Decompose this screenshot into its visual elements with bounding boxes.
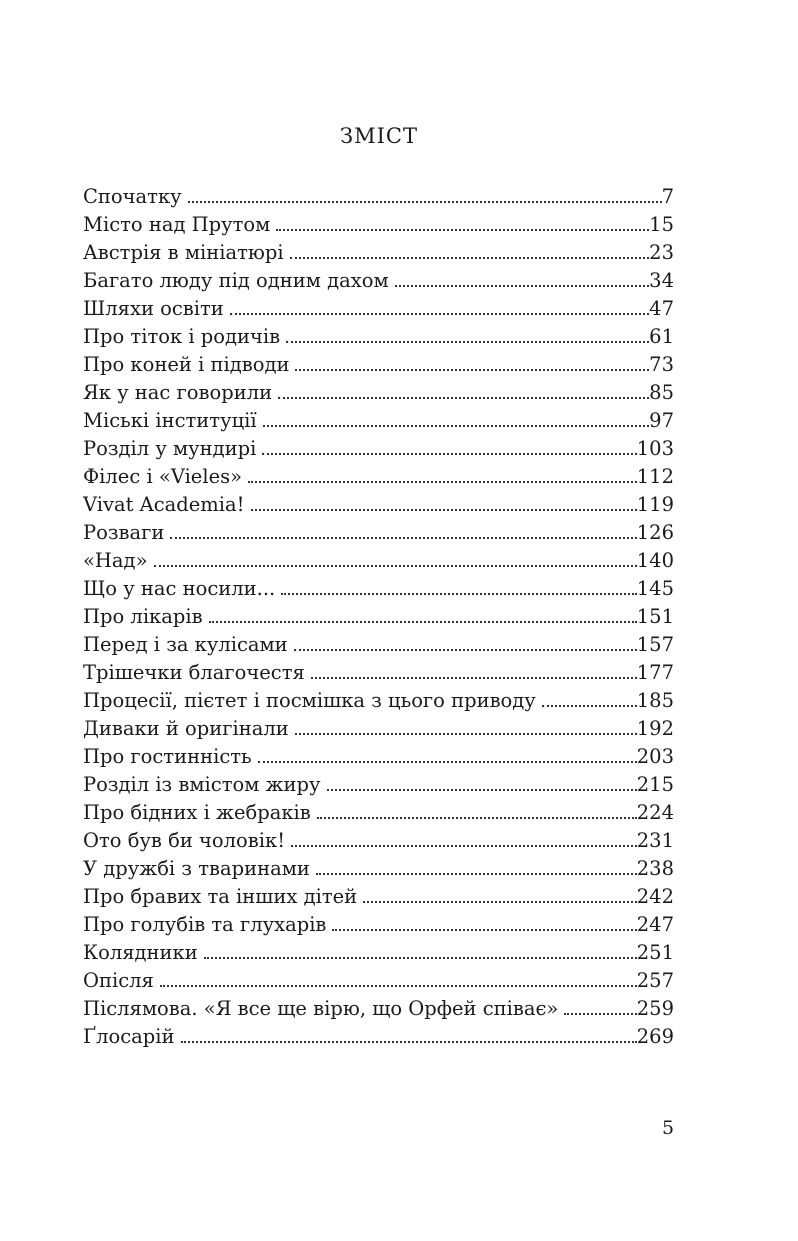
toc-entry bbox=[83, 631, 674, 659]
table-of-contents bbox=[83, 183, 674, 1051]
toc-entry-page: 47 bbox=[649, 297, 674, 320]
toc-entry-title: Перед і за кулісами bbox=[83, 633, 288, 656]
dot-leader bbox=[332, 929, 636, 931]
toc-entry bbox=[83, 687, 674, 715]
toc-entry-page: 103 bbox=[636, 437, 674, 460]
dot-leader bbox=[258, 761, 637, 763]
toc-entry-title: Спочатку bbox=[83, 185, 182, 208]
toc-entry-title: Про бравих та інших дітей bbox=[83, 885, 358, 908]
dot-leader bbox=[276, 229, 649, 231]
dot-leader bbox=[363, 901, 637, 903]
toc-entry bbox=[83, 603, 674, 631]
dot-leader bbox=[262, 453, 636, 455]
toc-entry-page: 15 bbox=[649, 213, 674, 236]
dot-leader bbox=[294, 649, 637, 651]
toc-entry-title: У дружбі з тваринами bbox=[83, 857, 310, 880]
dot-leader bbox=[181, 1041, 637, 1043]
toc-entry-title: Опісля bbox=[83, 969, 154, 992]
toc-entry-title: Розваги bbox=[83, 521, 165, 544]
toc-entry-page: 157 bbox=[636, 633, 674, 656]
toc-entry bbox=[83, 519, 674, 547]
toc-entry-page: 126 bbox=[636, 521, 674, 544]
toc-entry bbox=[83, 715, 674, 743]
dot-leader bbox=[248, 481, 637, 483]
dot-leader bbox=[311, 677, 637, 679]
toc-entry-page: 177 bbox=[636, 661, 674, 684]
toc-entry-title: Багато люду під одним дахом bbox=[83, 269, 389, 292]
toc-entry-page: 224 bbox=[636, 801, 674, 824]
toc-entry-title: Процесії, пієтет і посмішка з цього приводу bbox=[83, 689, 536, 712]
dot-leader bbox=[278, 397, 649, 399]
toc-entry-page: 238 bbox=[636, 857, 674, 880]
dot-leader bbox=[204, 957, 637, 959]
toc-entry-title: Місто над Прутом bbox=[83, 213, 271, 236]
dot-leader bbox=[209, 621, 637, 623]
toc-entry-title: Ґлосарій bbox=[83, 1025, 175, 1048]
toc-entry bbox=[83, 379, 674, 407]
toc-entry bbox=[83, 883, 674, 911]
dot-leader bbox=[564, 1013, 636, 1015]
toc-entry-title: Про бідних і жебраків bbox=[83, 801, 311, 824]
dot-leader bbox=[316, 873, 637, 875]
toc-entry bbox=[83, 435, 674, 463]
toc-entry-page: 203 bbox=[636, 745, 674, 768]
dot-leader bbox=[188, 201, 662, 203]
toc-entry-page: 85 bbox=[649, 381, 674, 404]
toc-entry bbox=[83, 659, 674, 687]
dot-leader bbox=[290, 257, 650, 259]
dot-leader bbox=[263, 425, 650, 427]
toc-entry bbox=[83, 323, 674, 351]
toc-entry-title: Диваки й оригінали bbox=[83, 717, 289, 740]
toc-entry-title: Австрія в мініатюрі bbox=[83, 241, 284, 264]
dot-leader bbox=[317, 817, 637, 819]
toc-entry bbox=[83, 967, 674, 995]
toc-entry-page: 61 bbox=[649, 325, 674, 348]
toc-entry-page: 97 bbox=[649, 409, 674, 432]
toc-entry-page: 192 bbox=[636, 717, 674, 740]
toc-entry-title: Філес і «Vieles» bbox=[83, 465, 243, 488]
toc-entry bbox=[83, 743, 674, 771]
dot-leader bbox=[160, 985, 637, 987]
dot-leader bbox=[251, 509, 637, 511]
toc-entry-title: Ото був би чоловік! bbox=[83, 829, 286, 852]
toc-entry-title: «Над» bbox=[83, 549, 148, 572]
toc-entry-page: 140 bbox=[636, 549, 674, 572]
dot-leader bbox=[230, 313, 649, 315]
dot-leader bbox=[286, 341, 649, 343]
toc-entry-page: 112 bbox=[636, 465, 674, 488]
toc-entry-page: 185 bbox=[636, 689, 674, 712]
toc-entry-title: Розділ із вмістом жиру bbox=[83, 773, 321, 796]
toc-entry-title: Колядники bbox=[83, 941, 198, 964]
dot-leader bbox=[395, 285, 650, 287]
toc-entry-page: 269 bbox=[636, 1025, 674, 1048]
toc-entry-page: 259 bbox=[636, 997, 674, 1020]
toc-entry-page: 34 bbox=[649, 269, 674, 292]
toc-entry-title: Міські інституції bbox=[83, 409, 257, 432]
toc-entry bbox=[83, 239, 674, 267]
dot-leader bbox=[295, 369, 649, 371]
toc-entry-title: Про голубів та глухарів bbox=[83, 913, 327, 936]
toc-entry-page: 242 bbox=[636, 885, 674, 908]
toc-entry-page: 23 bbox=[649, 241, 674, 264]
toc-entry bbox=[83, 267, 674, 295]
toc-entry-title: Як у нас говорили bbox=[83, 381, 273, 404]
toc-entry bbox=[83, 771, 674, 799]
toc-entry-title: Про гостинність bbox=[83, 745, 252, 768]
toc-entry-page: 7 bbox=[661, 185, 674, 208]
toc-entry bbox=[83, 799, 674, 827]
toc-entry bbox=[83, 407, 674, 435]
dot-leader bbox=[542, 705, 637, 707]
toc-entry bbox=[83, 911, 674, 939]
toc-entry-title: Післямова. «Я все ще вірю, що Орфей співає» bbox=[83, 997, 559, 1020]
toc-entry-title: Трішечки благочестя bbox=[83, 661, 305, 684]
toc-entry bbox=[83, 351, 674, 379]
toc-entry-page: 151 bbox=[636, 605, 674, 628]
toc-entry bbox=[83, 855, 674, 883]
toc-entry-page: 73 bbox=[649, 353, 674, 376]
toc-entry bbox=[83, 547, 674, 575]
toc-entry-title: Vivat Academia! bbox=[83, 493, 245, 516]
toc-entry bbox=[83, 575, 674, 603]
page-title: ЗМІСТ bbox=[340, 124, 418, 148]
toc-entry bbox=[83, 295, 674, 323]
toc-entry-page: 231 bbox=[636, 829, 674, 852]
toc-entry-title: Розділ у мундирі bbox=[83, 437, 257, 460]
toc-entry-title: Про лікарів bbox=[83, 605, 203, 628]
toc-entry-page: 257 bbox=[636, 969, 674, 992]
toc-entry-title: Шляхи освіти bbox=[83, 297, 224, 320]
dot-leader bbox=[281, 593, 637, 595]
dot-leader bbox=[291, 845, 637, 847]
toc-entry-title: Про коней і підводи bbox=[83, 353, 290, 376]
dot-leader bbox=[327, 789, 637, 791]
toc-entry bbox=[83, 939, 674, 967]
page-number: 5 bbox=[662, 1117, 675, 1139]
toc-entry bbox=[83, 995, 674, 1023]
toc-entry-title: Що у нас носили... bbox=[83, 577, 276, 600]
dot-leader bbox=[295, 733, 637, 735]
toc-entry bbox=[83, 491, 674, 519]
toc-entry-title: Про тіток і родичів bbox=[83, 325, 281, 348]
toc-entry bbox=[83, 211, 674, 239]
toc-entry bbox=[83, 463, 674, 491]
toc-entry-page: 251 bbox=[636, 941, 674, 964]
toc-entry-page: 247 bbox=[636, 913, 674, 936]
toc-entry bbox=[83, 827, 674, 855]
toc-entry-page: 145 bbox=[636, 577, 674, 600]
toc-entry bbox=[83, 1023, 674, 1051]
toc-entry-page: 215 bbox=[636, 773, 674, 796]
dot-leader bbox=[170, 537, 636, 539]
toc-entry bbox=[83, 183, 674, 211]
dot-leader bbox=[154, 565, 637, 567]
toc-entry-page: 119 bbox=[636, 493, 674, 516]
